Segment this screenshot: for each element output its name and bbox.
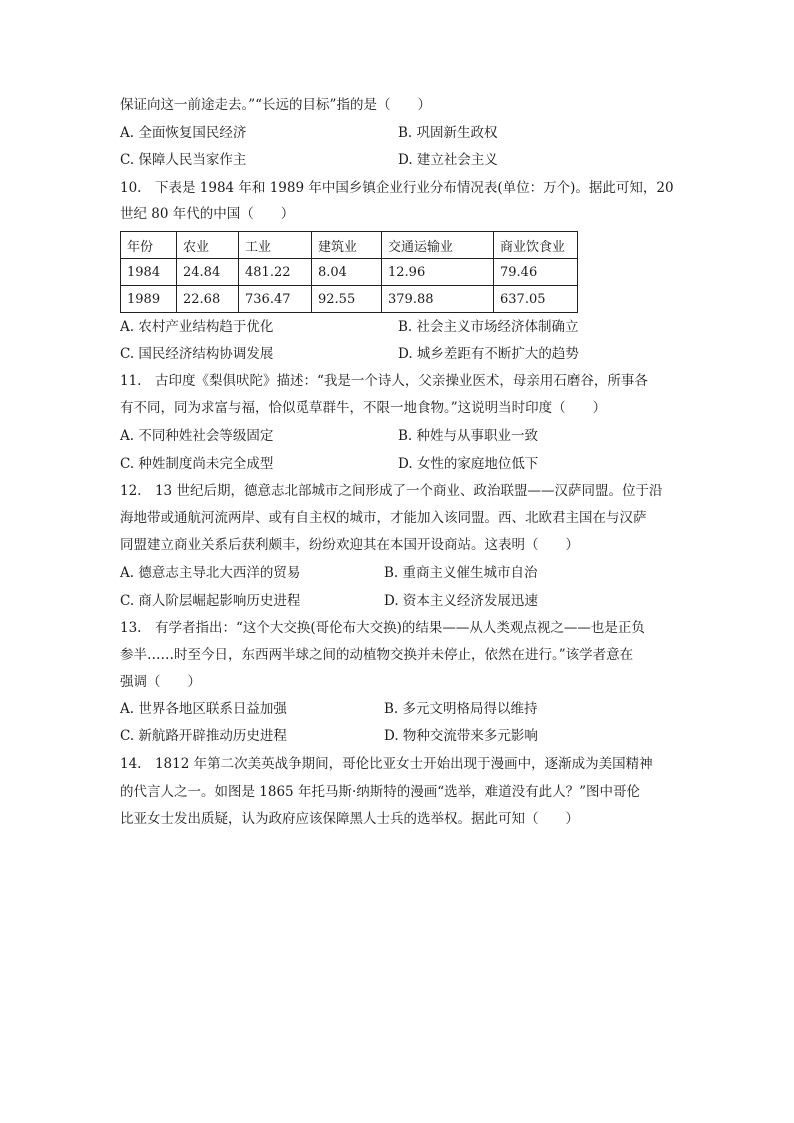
q11-option-d: D. 女性的家庭地位低下 <box>398 456 539 472</box>
table-row <box>121 286 578 313</box>
q14-stem-line1: 14. 1812 年第二次美英战争期间，哥伦比亚女士开始出现于漫画中，逐渐成为美国精神 <box>120 756 653 772</box>
table-header-cell: 交通运输业 <box>382 232 494 259</box>
q11-option-b: B. 种姓与从事职业一致 <box>398 428 539 444</box>
table-header-row <box>121 232 578 259</box>
table-cell: 12.96 <box>382 259 494 286</box>
table-header-cell: 工业 <box>239 232 312 259</box>
table-cell: 1989 <box>121 286 177 313</box>
table-header-cell: 农业 <box>177 232 239 259</box>
q12-stem-line3: 同盟建立商业关系后获利颇丰，纷纷欢迎其在本国开设商站。这表明（ ） <box>120 537 579 553</box>
q9-option-a: A. 全面恢复国民经济 <box>120 125 247 141</box>
q10-option-a: A. 农村产业结构趋于优化 <box>120 319 274 335</box>
q10-stem-line1: 10. 下表是 1984 年和 1989 年中国乡镇企业行业分布情况表(单位：万个)。据此可知，20 <box>120 180 674 196</box>
q12-option-a: A. 德意志主导北大西洋的贸易 <box>120 565 301 581</box>
table-cell: 379.88 <box>382 286 494 313</box>
enterprise-table <box>120 231 578 313</box>
table-cell: 736.47 <box>239 286 312 313</box>
q13-stem-line2: 参半……时至今日，东西两半球之间的动植物交换并未停止，依然在进行。”该学者意在 <box>120 647 634 663</box>
table-cell: 1984 <box>121 259 177 286</box>
q11-option-c: C. 种姓制度尚未完全成型 <box>120 456 274 472</box>
q11-stem-line1: 11. 古印度《梨俱吠陀》描述：“我是一个诗人，父亲操业医术，母亲用石磨谷，所事各 <box>120 373 648 389</box>
table-header-cell: 建筑业 <box>312 232 382 259</box>
q13-option-b: B. 多元文明格局得以维持 <box>384 701 538 717</box>
table-header-cell: 商业饮食业 <box>494 232 578 259</box>
q12-stem-line1: 12. 13 世纪后期，德意志北部城市之间形成了一个商业、政治联盟——汉萨同盟。位于沿 <box>120 483 663 499</box>
q9-option-c: C. 保障人民当家作主 <box>120 152 247 168</box>
q10-option-d: D. 城乡差距有不断扩大的趋势 <box>398 346 579 362</box>
table-cell: 24.84 <box>177 259 239 286</box>
table-row <box>121 259 578 286</box>
q13-option-d: D. 物种交流带来多元影响 <box>384 728 538 744</box>
q10-option-b: B. 社会主义市场经济体制确立 <box>398 319 579 335</box>
table-cell: 22.68 <box>177 286 239 313</box>
q13-stem-line3: 强调（ ） <box>120 674 201 690</box>
table-cell: 79.46 <box>494 259 578 286</box>
table-header-cell: 年份 <box>121 232 177 259</box>
table-cell: 637.05 <box>494 286 578 313</box>
q13-stem-line1: 13. 有学者指出：“这个大交换(哥伦布大交换)的结果——从人类观点视之——也是正负 <box>120 620 645 636</box>
table-cell: 92.55 <box>312 286 382 313</box>
q11-option-a: A. 不同种姓社会等级固定 <box>120 428 274 444</box>
q12-option-c: C. 商人阶层崛起影响历史进程 <box>120 593 301 609</box>
q10-option-c: C. 国民经济结构协调发展 <box>120 346 274 362</box>
q14-stem-line2: 的代言人之一。如图是 1865 年托马斯·纳斯特的漫画“选举，难道没有此人？”图中哥伦 <box>120 784 641 800</box>
q13-option-c: C. 新航路开辟推动历史进程 <box>120 728 287 744</box>
q12-stem-line2: 海地带或通航河流两岸、或有自主权的城市，才能加入该同盟。西、北欧君主国在与汉萨 <box>120 510 647 526</box>
table-cell: 481.22 <box>239 259 312 286</box>
q13-option-a: A. 世界各地区联系日益加强 <box>120 701 287 717</box>
table-cell: 8.04 <box>312 259 382 286</box>
q9-text: 保证向这一前途走去。”“长远的目标”指的是（ ） <box>120 97 431 113</box>
q12-option-b: B. 重商主义催生城市自治 <box>384 565 538 581</box>
q9-option-d: D. 建立社会主义 <box>398 152 498 168</box>
q14-stem-line3: 比亚女士发出质疑，认为政府应该保障黑人士兵的选举权。据此可知（ ） <box>120 811 579 827</box>
q12-option-d: D. 资本主义经济发展迅速 <box>384 593 538 609</box>
q9-option-b: B. 巩固新生政权 <box>398 125 498 141</box>
q10-stem-line2: 世纪 80 年代的中国（ ） <box>120 206 295 222</box>
q11-stem-line2: 有不同，同为求富与福，恰似觅草群牛，不限一地食物。”这说明当时印度（ ） <box>120 400 607 416</box>
